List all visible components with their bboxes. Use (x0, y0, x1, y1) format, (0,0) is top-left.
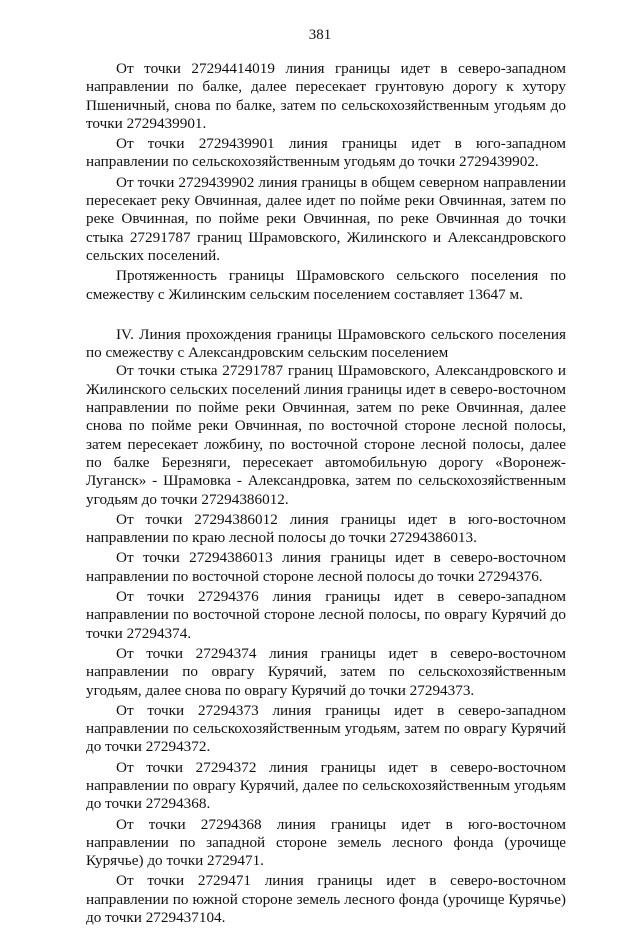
paragraph: От точки 27294386012 линия границы идет в юго-восточном направлении по краю лесной полосы до точки 27294386013. (86, 510, 566, 547)
paragraph: От точки 27294376 линия границы идет в северо-западном направлении по восточной стороне лесной полосы, по оврагу Курячий до точки 27294374. (86, 588, 566, 642)
paragraph: От точки 27294372 линия границы идет в северо-восточном направлении по оврагу Курячий, далее по сельскохозяйственным угодьям до точки 27294368. (86, 758, 566, 813)
paragraph: От точки 27294374 линия границы идет в северо-восточном направлении по оврагу Курячий, затем по сельскохозяйственным угодьям, далее снова по оврагу Курячий до точки 27294373. (86, 644, 566, 699)
paragraph: От точки 2729439901 линия границы идет в юго-западном направлении по сельскохозяйственным угодьям до точки 2729439902. (86, 135, 566, 171)
paragraph: От точки 2729439902 линия границы в общем северном направлении пересекает реку Овчинная, далее идет по пойме реки Овчинная, затем по реке Овчинная, по пойме реки Овчинная, по реке Овчинная до точки стыка 27291787 границ Шрамовского, Жилинского и Александровского сельских поселений. (86, 173, 566, 264)
paragraph: От точки 27294368 линия границы идет в юго-восточном направлении по западной стороне земель лесного фонда (урочище Курячье) до точки 2729471. (86, 815, 566, 870)
paragraph: От точки 27294373 линия границы идет в северо-западном направлении по сельскохозяйственным угодьям, затем по оврагу Курячий до точки 27294372. (86, 701, 566, 756)
paragraph: От точки стыка 27291787 границ Шрамовского, Александровского и Жилинского сельских поселений линия границы идет в северо-восточном направлении по пойме реки Овчинная, затем по реке Овчинная, далее снова по пойме реки Овчинная, по восточной стороне лесной полосы, затем пересекает ложбину, по восточной стороне лесной полосы, далее по балке Березняги, пересекает автомобильную дорогу «Воронеж-Луганск» - Шрамовка - Александровка, затем по сельскохозяйственным угодьям до точки 27294386012. (86, 362, 566, 508)
paragraph: От точки 2729471 линия границы идет в северо-восточном направлении по южной стороне земель лесного фонда (урочище Курячье) до точки 2729437104. (86, 872, 566, 927)
paragraph: От точки 27294386013 линия границы идет в северо-восточном направлении по восточной стороне лесной полосы до точки 27294376. (86, 549, 566, 585)
paragraph: Протяженность границы Шрамовского сельского поселения по смежеству с Жилинским сельским поселением составляет 13647 м. (86, 267, 566, 303)
paragraph: От точки 27294414019 линия границы идет в северо-западном направлении по балке, далее пересекает грунтовую дорогу к хутору Пшеничный, снова по балке, затем по сельскохозяйственным угодьям до точки 2729439901. (86, 60, 566, 132)
section-heading: IV. Линия прохождения границы Шрамовского сельского поселения по смежеству с Александровским сельским поселением (86, 325, 566, 362)
page-number: 381 (308, 27, 332, 43)
document-body (86, 60, 566, 929)
